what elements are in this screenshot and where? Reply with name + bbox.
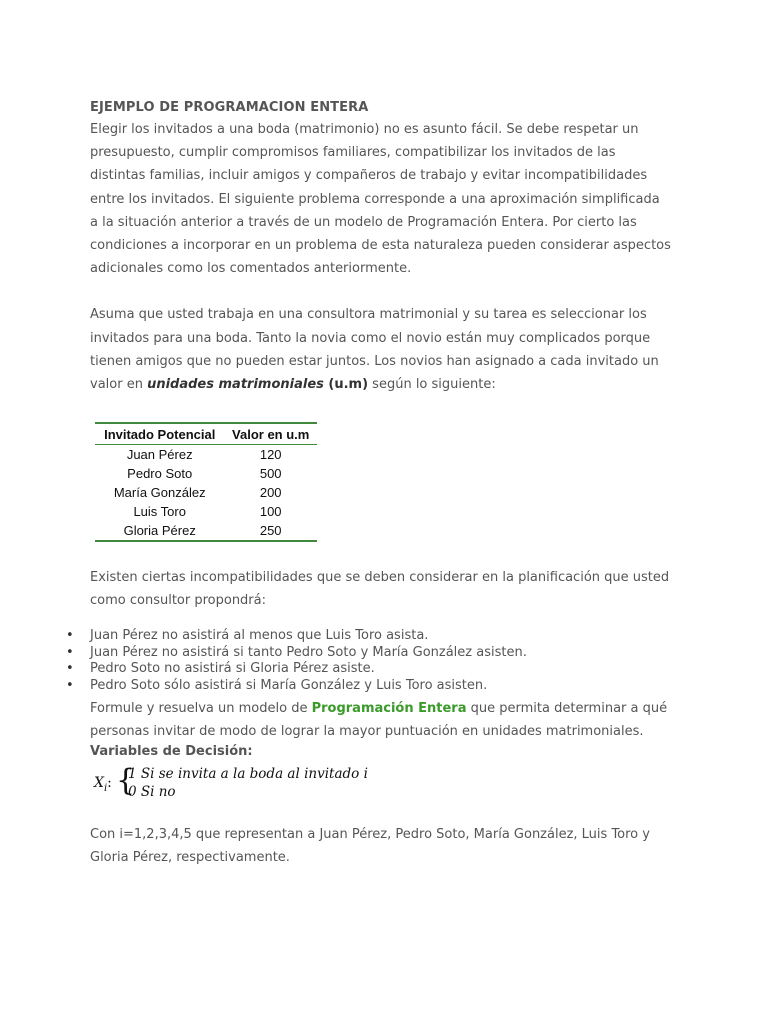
formula-subscript: i <box>103 782 108 794</box>
guest-name: Pedro Soto <box>127 466 193 481</box>
intro-section <box>90 98 690 396</box>
list-item-text: Juan Pérez no asistirá si tanto Pedro Soto y María González asisten. <box>90 644 527 660</box>
bullet-icon: • <box>66 677 74 693</box>
formula-x: X <box>94 775 104 791</box>
table-header-row <box>95 423 317 445</box>
guest-value: 250 <box>259 523 282 538</box>
programacion-entera-link[interactable]: Programación Entera <box>311 701 467 716</box>
scenario-line-last <box>90 373 690 396</box>
formula-case-1: 1 Si se invita a la boda al invitado i <box>128 766 368 782</box>
closing-line: Gloria Pérez, respectivamente. <box>90 850 290 866</box>
formula-case-2: 0 Si no <box>128 784 176 800</box>
variables-title: Variables de Decisión: <box>90 744 253 760</box>
intro-line: adicionales como los comentados anteriormente. <box>90 261 412 277</box>
scenario-suffix: según lo siguiente: <box>368 377 496 393</box>
bullet-icon: • <box>66 661 74 677</box>
intro-line: presupuesto, cumplir compromisos familiares, compatibilizar los invitados de las <box>90 145 616 161</box>
scenario-line: Asuma que usted trabaja en una consultora matrimonial y su tarea es seleccionar los <box>90 307 647 323</box>
incompat-line: como consultor propondrá: <box>90 593 266 609</box>
um-abbreviation: (u.m) <box>323 377 369 393</box>
bullet-icon: • <box>66 644 74 660</box>
formula-brace: { <box>116 763 136 798</box>
formulate-line <box>90 697 690 720</box>
list-item <box>66 628 768 645</box>
scenario-line: tienen amigos que no pueden estar juntos. Los novios han asignado a cada invitado un <box>90 353 659 369</box>
unidades-matrimoniales-term: unidades matrimoniales <box>147 377 324 393</box>
list-item-text: Pedro Soto sólo asistirá si María González y Luis Toro asisten. <box>90 677 488 693</box>
table-row <box>95 502 317 521</box>
closing-paragraph <box>90 823 690 869</box>
document-heading: EJEMPLO DE PROGRAMACION ENTERA <box>90 100 369 115</box>
formula-colon: : <box>107 775 112 791</box>
guest-value: 200 <box>259 485 282 500</box>
intro-line: a la situación anterior a través de un modelo de Programación Entera. Por cierto las <box>90 214 637 230</box>
guest-value-table <box>95 422 317 542</box>
list-item-text: Juan Pérez no asistirá al menos que Luis Toro asista. <box>90 628 429 643</box>
formulate-line-2: personas invitar de modo de lograr la mayor puntuación en unidades matrimoniales. <box>90 724 644 740</box>
guest-table <box>95 422 317 542</box>
formula-variable <box>94 775 112 794</box>
intro-line: distintas familias, incluir amigos y compañeros de trabajo y evitar incompatibilidades <box>90 168 648 184</box>
list-item <box>66 677 768 695</box>
table-row <box>95 521 317 541</box>
list-item-text: Pedro Soto no asistirá si Gloria Pérez asiste. <box>90 661 375 677</box>
incompatibilities-intro <box>90 566 690 612</box>
scenario-line: invitados para una boda. Tanto la novia como el novio están muy complicados porque <box>90 330 651 346</box>
table-row <box>95 445 317 465</box>
guest-value: 120 <box>259 447 282 462</box>
table-row <box>95 483 317 502</box>
formulate-section <box>90 697 690 761</box>
guest-name: Juan Pérez <box>126 447 193 462</box>
guest-value: 500 <box>259 466 282 481</box>
formulate-suffix: que permita determinar a qué <box>466 701 668 716</box>
scenario-paragraph <box>90 303 690 396</box>
guest-name: Luis Toro <box>133 504 186 519</box>
guest-value: 100 <box>259 504 282 519</box>
guest-name: María González <box>113 485 206 500</box>
incompatibility-list <box>0 628 768 694</box>
incompat-line: Existen ciertas incompatibilidades que se deben considerar en la planificación que usted <box>90 570 670 585</box>
intro-paragraph <box>90 118 690 280</box>
bullet-icon: • <box>66 628 74 643</box>
formulate-prefix: Formule y resuelva un modelo de <box>90 701 312 716</box>
intro-line: condiciones a incorporar en un problema de esta naturaleza pueden considerar aspectos <box>90 238 671 254</box>
header-value: Valor en u.m <box>224 423 317 445</box>
guest-name: Gloria Pérez <box>123 523 196 538</box>
list-item <box>66 644 768 662</box>
table-row <box>95 464 317 483</box>
list-item <box>66 661 768 678</box>
header-guest: Invitado Potencial <box>95 423 224 445</box>
closing-line: Con i=1,2,3,4,5 que representan a Juan Pérez, Pedro Soto, María González, Luis Toro y <box>90 827 650 842</box>
scenario-prefix: valor en <box>90 377 148 393</box>
intro-line: entre los invitados. El siguiente problema corresponde a una aproximación simplificada <box>90 191 660 207</box>
intro-line: Elegir los invitados a una boda (matrimonio) no es asunto fácil. Se debe respetar un <box>90 122 639 137</box>
